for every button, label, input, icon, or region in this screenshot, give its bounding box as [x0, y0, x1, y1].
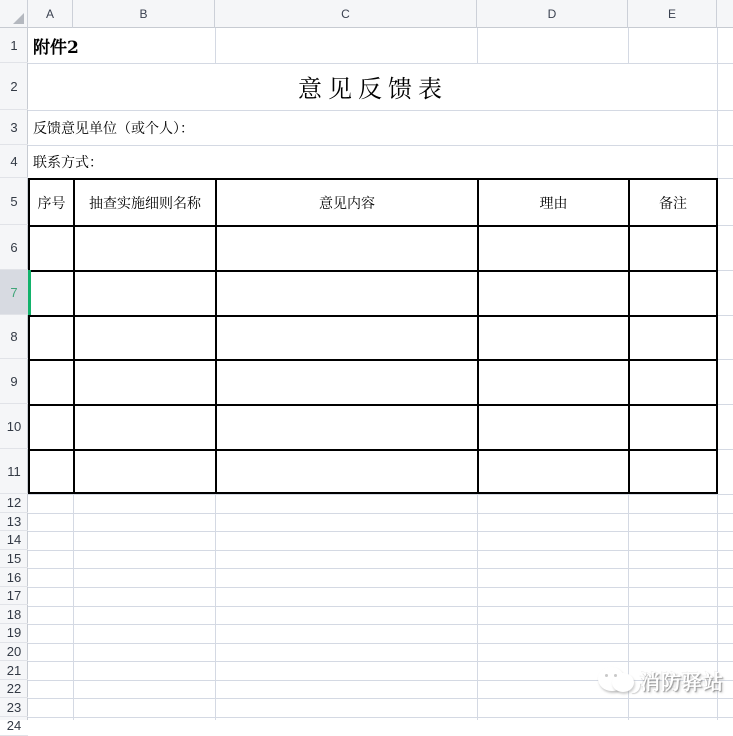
table-cell-r5c2[interactable]: [75, 406, 215, 449]
table-cell-r4c1[interactable]: [30, 361, 73, 404]
form-title: 意见反馈表: [298, 75, 448, 103]
table-cell-r2c4[interactable]: [479, 272, 628, 315]
row-header-4[interactable]: 4: [0, 145, 28, 178]
row-header-23[interactable]: 23: [0, 698, 28, 717]
table-cell-r6c1[interactable]: [30, 451, 73, 492]
row-header-21[interactable]: 21: [0, 661, 28, 680]
gridline: [477, 28, 478, 63]
table-cell-r6c2[interactable]: [75, 451, 215, 492]
row-header-15[interactable]: 15: [0, 550, 28, 569]
gridline: [215, 494, 216, 720]
table-cell-r3c2[interactable]: [75, 317, 215, 359]
table-cell-r5c5[interactable]: [630, 406, 716, 449]
row-header-5[interactable]: 5: [0, 178, 28, 225]
cell-a4-contact-merged[interactable]: [28, 145, 718, 178]
table-cell-r5c1[interactable]: [30, 406, 73, 449]
gridline: [73, 494, 74, 720]
row-header-3[interactable]: 3: [0, 110, 28, 145]
row-header-13[interactable]: 13: [0, 513, 28, 532]
table-cell-r4c5[interactable]: [630, 361, 716, 404]
watermark: [596, 660, 733, 700]
table-cell-r5c3[interactable]: [217, 406, 477, 449]
feedback-table: [28, 178, 718, 494]
cell-a2-form-title-merged[interactable]: [28, 63, 718, 110]
table-cell-r2c1[interactable]: [30, 272, 73, 315]
row-header-8[interactable]: 8: [0, 315, 28, 359]
table-cell-r6c3[interactable]: [217, 451, 477, 492]
table-cell-r3c3[interactable]: [217, 317, 477, 359]
row-header-7[interactable]: 7: [0, 270, 28, 315]
table-cell-r3c4[interactable]: [479, 317, 628, 359]
row-header-18[interactable]: 18: [0, 606, 28, 625]
row-header-19[interactable]: 19: [0, 624, 28, 643]
row-header-10[interactable]: 10: [0, 404, 28, 449]
row-header-12[interactable]: 12: [0, 494, 28, 513]
select-all-corner[interactable]: [0, 0, 28, 28]
table-cell-r2c5[interactable]: [630, 272, 716, 315]
row-header-16[interactable]: 16: [0, 568, 28, 587]
table-cell-r2c2[interactable]: [75, 272, 215, 315]
table-cell-r4c4[interactable]: [479, 361, 628, 404]
feedback-unit-label: 反馈意见单位（或个人）：: [33, 120, 194, 137]
mascot-speech-bubble-icon: [596, 661, 640, 699]
table-cell-r1c3[interactable]: [217, 227, 477, 270]
table-header-cell-3[interactable]: 意见内容: [217, 180, 477, 225]
table-cell-r1c4[interactable]: [479, 227, 628, 270]
attachment-label: 附件2: [33, 38, 79, 58]
column-header-c[interactable]: C: [215, 0, 477, 28]
select-all-triangle-icon: [13, 13, 24, 24]
table-header-cell-2[interactable]: 抽查实施细则名称: [75, 180, 215, 225]
gridline: [477, 494, 478, 720]
table-cell-r3c1[interactable]: [30, 317, 73, 359]
row-header-1[interactable]: 1: [0, 28, 28, 63]
table-cell-r1c5[interactable]: [630, 227, 716, 270]
cell-a1-attachment[interactable]: [28, 28, 215, 63]
table-cell-r1c1[interactable]: [30, 227, 73, 270]
table-cell-r5c4[interactable]: [479, 406, 628, 449]
row-header-20[interactable]: 20: [0, 643, 28, 662]
row-header-24[interactable]: 24: [0, 717, 28, 736]
contact-label: 联系方式：: [33, 154, 103, 171]
cell-a3-feedback-unit-merged[interactable]: [28, 110, 718, 145]
row-header-11[interactable]: 11: [0, 449, 28, 494]
table-header-cell-1[interactable]: 序号: [30, 180, 73, 225]
row-header-9[interactable]: 9: [0, 359, 28, 404]
table-cell-r3c5[interactable]: [630, 317, 716, 359]
row-header-17[interactable]: 17: [0, 587, 28, 606]
column-header-b[interactable]: B: [73, 0, 215, 28]
column-header-a[interactable]: A: [28, 0, 73, 28]
table-header-cell-5[interactable]: 备注: [630, 180, 716, 225]
gridline: [215, 28, 216, 63]
table-header-cell-4[interactable]: 理由: [479, 180, 628, 225]
table-cell-r1c2[interactable]: [75, 227, 215, 270]
active-cell-accent-bar: [28, 270, 31, 315]
table-cell-r4c3[interactable]: [217, 361, 477, 404]
row-header-6[interactable]: 6: [0, 225, 28, 270]
row-header-22[interactable]: 22: [0, 680, 28, 699]
row-header-14[interactable]: 14: [0, 531, 28, 550]
table-cell-r4c2[interactable]: [75, 361, 215, 404]
column-header-d[interactable]: D: [477, 0, 628, 28]
watermark-text: 消防驿站: [640, 669, 724, 694]
gridline: [628, 28, 629, 63]
table-cell-r6c4[interactable]: [479, 451, 628, 492]
column-header-e[interactable]: E: [628, 0, 717, 28]
table-cell-r2c3[interactable]: [217, 272, 477, 315]
row-header-2[interactable]: 2: [0, 63, 28, 110]
table-cell-r6c5[interactable]: [630, 451, 716, 492]
